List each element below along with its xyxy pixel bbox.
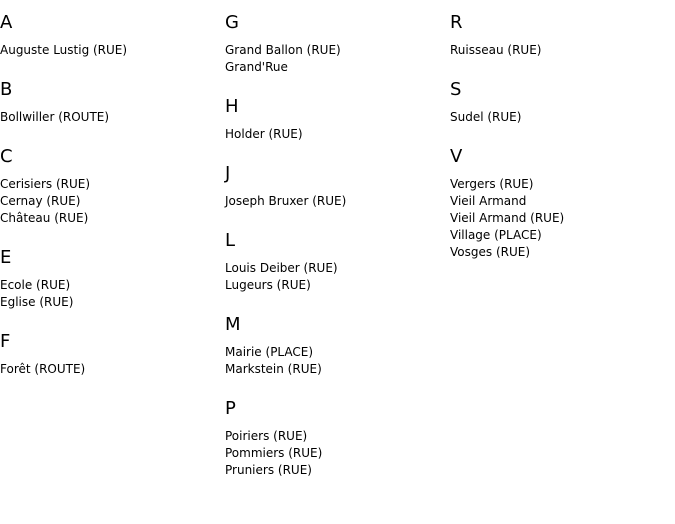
street-link[interactable]: Holder (RUE) <box>225 127 303 141</box>
street-link[interactable]: Vieil Armand (RUE) <box>450 211 565 225</box>
street-link[interactable]: Ruisseau (RUE) <box>450 43 542 57</box>
street-link[interactable]: Ecole (RUE) <box>0 278 71 292</box>
street-link[interactable]: Mairie (PLACE) <box>225 345 314 359</box>
letter-group <box>225 163 450 210</box>
street-link[interactable]: Château (RUE) <box>0 211 89 225</box>
street-list <box>225 126 450 143</box>
index-column <box>0 0 225 398</box>
street-link[interactable]: Markstein (RUE) <box>225 362 322 376</box>
street-list <box>225 193 450 210</box>
street-list <box>225 42 450 76</box>
street-link[interactable]: Grand Ballon (RUE) <box>225 43 341 57</box>
letter-group <box>0 146 225 227</box>
index-column <box>450 0 675 281</box>
letter-group <box>0 79 225 126</box>
street-link[interactable]: Lugeurs (RUE) <box>225 278 311 292</box>
letter-group <box>0 331 225 378</box>
letter-heading: J <box>225 163 231 184</box>
street-link[interactable]: Cernay (RUE) <box>0 194 81 208</box>
street-link[interactable]: Village (PLACE) <box>450 228 542 242</box>
street-link[interactable]: Grand'Rue <box>225 60 288 74</box>
street-link[interactable]: Auguste Lustig (RUE) <box>0 43 128 57</box>
letter-heading: R <box>450 12 463 33</box>
letter-heading: L <box>225 230 236 251</box>
street-link[interactable]: Eglise (RUE) <box>0 295 74 309</box>
letter-heading: G <box>225 12 239 33</box>
letter-heading: C <box>0 146 13 167</box>
street-list <box>0 109 225 126</box>
letter-group <box>450 12 675 59</box>
street-list <box>0 176 225 227</box>
street-list <box>0 277 225 311</box>
letter-group <box>0 12 225 59</box>
letter-heading: B <box>0 79 13 100</box>
letter-heading: A <box>0 12 13 33</box>
street-list <box>0 361 225 378</box>
street-link[interactable]: Joseph Bruxer (RUE) <box>225 194 347 208</box>
letter-heading: E <box>0 247 12 268</box>
letter-group <box>225 12 450 76</box>
letter-heading: M <box>225 314 241 335</box>
letter-heading: V <box>450 146 463 167</box>
letter-group <box>225 398 450 479</box>
letter-group <box>0 247 225 311</box>
index-column <box>225 0 450 499</box>
letter-group <box>450 79 675 126</box>
street-list <box>0 42 225 59</box>
letter-heading: H <box>225 96 239 117</box>
street-link[interactable]: Vergers (RUE) <box>450 177 534 191</box>
street-list <box>225 344 450 378</box>
street-list <box>450 42 675 59</box>
letter-group <box>225 314 450 378</box>
street-link[interactable]: Pruniers (RUE) <box>225 463 312 477</box>
letter-heading: S <box>450 79 462 100</box>
street-list <box>225 260 450 294</box>
street-link[interactable]: Vieil Armand <box>450 194 527 208</box>
street-link[interactable]: Bollwiller (ROUTE) <box>0 110 110 124</box>
letter-group <box>225 230 450 294</box>
street-link[interactable]: Poiriers (RUE) <box>225 429 308 443</box>
letter-heading: P <box>225 398 236 419</box>
letter-group <box>225 96 450 143</box>
street-list <box>450 176 675 261</box>
street-link[interactable]: Cerisiers (RUE) <box>0 177 91 191</box>
street-link[interactable]: Louis Deiber (RUE) <box>225 261 338 275</box>
letter-group <box>450 146 675 261</box>
street-link[interactable]: Vosges (RUE) <box>450 245 531 259</box>
street-list <box>225 428 450 479</box>
street-link[interactable]: Pommiers (RUE) <box>225 446 323 460</box>
street-link[interactable]: Sudel (RUE) <box>450 110 522 124</box>
street-list <box>450 109 675 126</box>
street-link[interactable]: Forêt (ROUTE) <box>0 362 86 376</box>
letter-heading: F <box>0 331 11 352</box>
